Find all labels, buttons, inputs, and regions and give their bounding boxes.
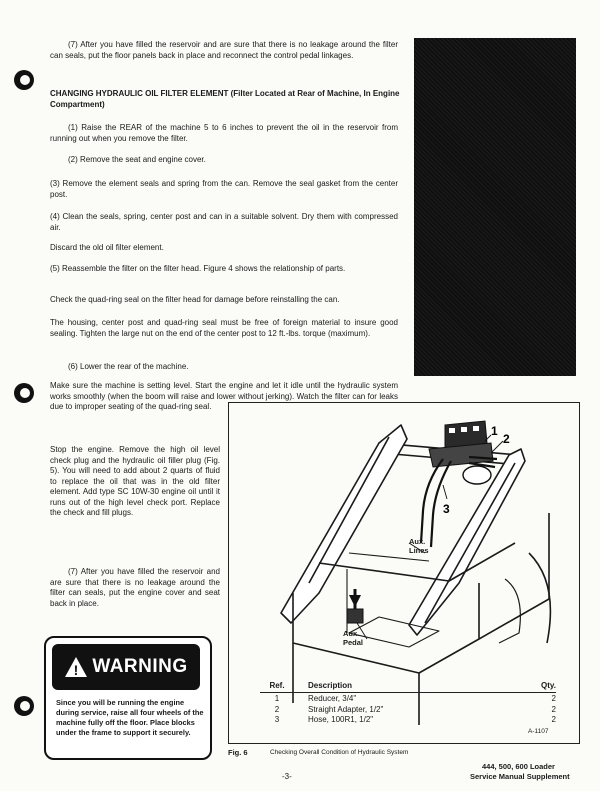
- section-heading: CHANGING HYDRAULIC OIL FILTER ELEMENT (Filter Located at Rear of Machine, In Engine Compartment): [50, 89, 400, 109]
- figure-code: A-1107: [528, 728, 549, 735]
- warning-triangle-icon: [64, 656, 88, 678]
- table-row: [260, 714, 556, 725]
- dark-image-block: [414, 38, 576, 376]
- step-1: (1) Raise the REAR of the machine 5 to 6 inches to prevent the oil in the reservoir from running out when you remove the filter.: [50, 123, 398, 143]
- figure-label: Fig. 6: [228, 748, 248, 757]
- warning-title: WARNING: [92, 656, 188, 677]
- label-aux-lines: Aux. Lines: [409, 537, 429, 555]
- header-qty: Qty.: [516, 681, 556, 693]
- row-ref: 1: [274, 694, 280, 703]
- page-number: -3-: [282, 772, 292, 781]
- discard-note: Discard the old oil filter element.: [50, 243, 164, 252]
- step-5: (5) Reassemble the filter on the filter head. Figure 4 shows the relationship of parts.: [50, 264, 346, 273]
- header-ref: Ref.: [260, 681, 294, 693]
- warning-text: Since you will be running the engine during service, raise all four wheels of the machine fully off the floor. Place blocks under the frame to support it securely.: [56, 698, 204, 737]
- binder-hole-bottom: [14, 696, 34, 716]
- footer-manual: Service Manual Supplement: [470, 772, 570, 781]
- parts-table-header: [260, 681, 556, 693]
- step-2: (2) Remove the seat and engine cover.: [68, 155, 206, 164]
- valve-block: [429, 421, 493, 484]
- label-aux-pedal: Aux. Pedal: [343, 629, 364, 647]
- callout-1: 1: [491, 424, 498, 438]
- row-qty: 2: [551, 704, 556, 714]
- stop-engine-note: Stop the engine. Remove the high oil level check plug and the hydraulic oil filler plug (Fig. 5). You will need to add about 2 quarts of fluid to replace the oil that was in the old filter element. Add type SC 10W-30 engine oil until it runs out of the high level check port. Replace the check and fill plugs.: [50, 445, 220, 517]
- paragraph-step7-top: (7) After you have filled the reservoir and are sure that there is no leakage around the filter can seals, put the floor panels back in place and reconnect the control pedal linkages.: [50, 40, 398, 60]
- warning-box: [44, 636, 212, 760]
- step-6: (6) Lower the rear of the machine.: [68, 362, 189, 371]
- aux-pedal-drawing: [347, 589, 363, 623]
- row-description: Straight Adapter, 1/2": [308, 704, 384, 714]
- row-qty: 2: [551, 715, 556, 724]
- row-description: Hose, 100R1, 1/2": [308, 715, 374, 724]
- binder-hole-middle: [14, 383, 34, 403]
- row-ref: 2: [274, 704, 280, 714]
- warning-symbol: !: [73, 662, 79, 678]
- step-3: (3) Remove the element seals and spring from the can. Remove the seal gasket from the center post.: [50, 179, 398, 199]
- row-description: Reducer, 3/4": [308, 694, 357, 703]
- make-sure-note: Make sure the machine is setting level. Start the engine and let it idle until the hydraulic system works smoothly (when the boom will raise and lower without jerking). Watch the filter can for leaks due to improper seating of the quad-ring seal.: [50, 381, 398, 411]
- callout-3: 3: [443, 502, 450, 516]
- binder-hole-top: [14, 70, 34, 90]
- paragraph-step7-bottom: (7) After you have filled the reservoir and are sure that there is no leakage around the filter can seals, put the engine cover and seat back in place.: [50, 567, 220, 608]
- row-qty: 2: [551, 694, 556, 703]
- table-row: [260, 693, 556, 704]
- check-seal-note: Check the quad-ring seal on the filter head for damage before reinstalling the can.: [50, 295, 340, 304]
- callout-2: 2: [503, 432, 510, 446]
- step-4: (4) Clean the seals, spring, center post and can in a suitable solvent. Dry them with compressed air.: [50, 212, 398, 232]
- parts-table: [260, 681, 556, 725]
- housing-note: The housing, center post and quad-ring seal must be free of foreign material to insure good sealing. Tighten the large nut on the end of the center post to 12 ft.-lbs. torque (maximum).: [50, 318, 398, 338]
- row-ref: 3: [274, 715, 280, 724]
- table-row: [260, 704, 556, 715]
- footer-models: 444, 500, 600 Loader: [482, 762, 555, 771]
- header-description: Description: [294, 681, 516, 693]
- figure-caption: Checking Overall Condition of Hydraulic System: [270, 749, 409, 756]
- warning-header: [52, 644, 200, 690]
